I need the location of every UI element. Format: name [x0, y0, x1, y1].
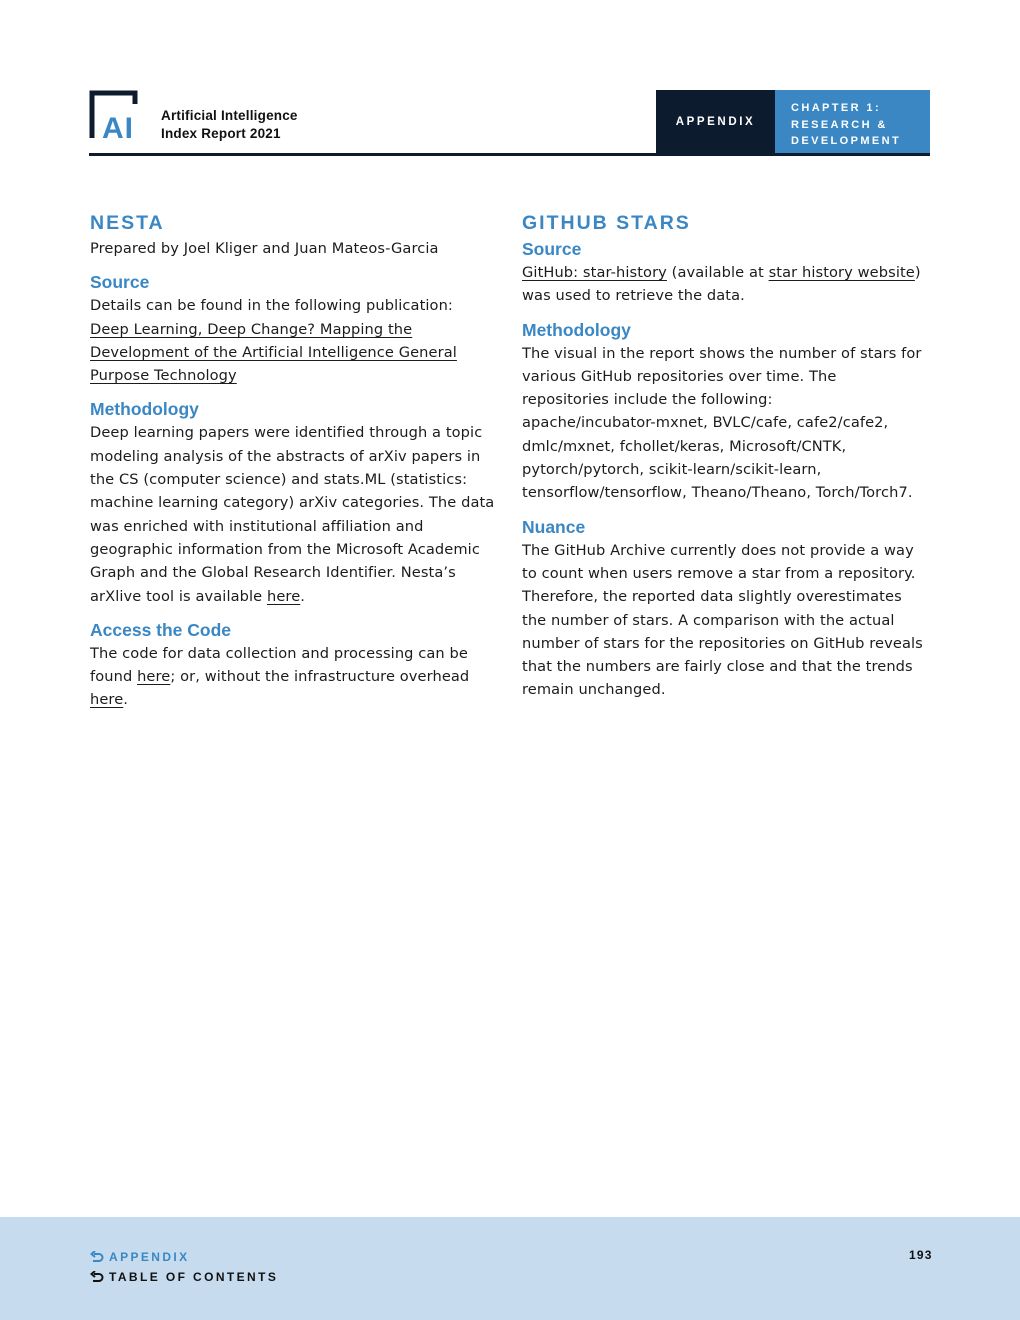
- footer-appendix-link[interactable]: APPENDIX: [90, 1247, 278, 1267]
- nesta-methodology-heading: Methodology: [90, 399, 199, 420]
- star-history-link[interactable]: GitHub: star-history: [522, 264, 667, 281]
- access-code-heading: Access the Code: [90, 619, 232, 640]
- github-source-text: GitHub: star-history (available at star history website) was used to retrieve the data.: [522, 264, 921, 305]
- page-header: [89, 90, 930, 156]
- repository-list: apache/incubator-mxnet, BVLC/cafe, cafe2/cafe2, dmlc/mxnet, fchollet/keras, Microsoft/CNTK, pytorch/pytorch, scikit-learn/scikit-learn, tensorflow/tensorflow, Theano/Theano, Torch/Torch7.: [522, 414, 913, 502]
- page-footer: [0, 1217, 1020, 1320]
- github-methodology-heading: Methodology: [522, 319, 631, 340]
- code-link-2[interactable]: here: [90, 691, 124, 709]
- svg-text:AI: AI: [102, 112, 134, 142]
- star-history-website-link[interactable]: star history website: [768, 264, 915, 281]
- tab-appendix[interactable]: APPENDIX: [656, 90, 775, 153]
- return-arrow-icon: [90, 1251, 104, 1264]
- code-link-1[interactable]: here: [137, 668, 171, 686]
- nesta-section: [90, 210, 502, 712]
- report-title-line-2: Index Report 2021: [161, 126, 281, 141]
- header-divider: [89, 153, 930, 156]
- footer-toc-link[interactable]: TABLE OF CONTENTS: [90, 1267, 278, 1287]
- github-stars-section: [522, 210, 927, 702]
- nesta-methodology-text: Deep learning papers were identified through a topic modeling analysis of the abstracts of arXiv papers in the CS (computer science) and stats.ML (statistics: machine learning category) arXiv categories. The data was enriched with institutional affiliation and geographic information from the Microsoft Academic Graph and the Global Research Identifier. Nesta’s arXlive tool is available here.: [90, 424, 495, 605]
- source-intro: Details can be found in the following publication:: [90, 297, 453, 315]
- methodology-body: Deep learning papers were identified through a topic modeling analysis of the abstracts of arXiv papers in the CS (computer science) and stats.ML (statistics: machine learning category) arXiv categories. The data was enriched with institutional affiliation and geographic information from the Microsoft Academic Graph and the Global Research Identifier. Nesta’s arXlive tool is available: [90, 424, 495, 605]
- nesta-source-heading: Source: [90, 272, 150, 293]
- access-code-text: The code for data collection and processing can be found here; or, without the infrastructure overhead here.: [90, 644, 470, 709]
- tab-chapter-1[interactable]: [775, 90, 930, 153]
- arxlive-link[interactable]: here: [266, 587, 301, 605]
- chapter-tab-line-2: RESEARCH &: [791, 118, 888, 131]
- chapter-tab-line-3: DEVELOPMENT: [791, 135, 902, 147]
- report-title-line-1: Artificial Intelligence: [161, 108, 298, 123]
- github-stars-title: GITHUB STARS: [522, 212, 691, 234]
- nuance-text: The GitHub Archive currently does not provide a way to count when users remove a star from a repository. Therefore, the reported data slightly overestimates the number of stars. A comparison with the actual number of stars for the repositories on GitHub reveals that the numbers are fairly close and that the trends remain unchanged.: [522, 541, 923, 699]
- github-methodology-text: [522, 342, 927, 505]
- publication-link[interactable]: Deep Learning, Deep Change? Mapping the Development of the Artificial Intelligence General Purpose Technology: [90, 320, 457, 385]
- methodology-intro: The visual in the report shows the number of stars for various GitHub repositories over time. The repositories include the following:: [522, 344, 922, 409]
- return-arrow-icon: [90, 1271, 104, 1284]
- nuance-heading: Nuance: [522, 516, 586, 537]
- footer-nav: [90, 1247, 278, 1287]
- page-number: 193: [909, 1248, 933, 1262]
- report-title: [161, 107, 298, 143]
- nesta-source-text: [90, 294, 502, 387]
- nesta-title: NESTA: [90, 212, 165, 234]
- prepared-by: Prepared by Joel Kliger and Juan Mateos-Garcia: [90, 240, 439, 257]
- github-source-heading: Source: [522, 239, 582, 259]
- chapter-tab-line-1: CHAPTER 1:: [791, 102, 882, 114]
- ai-index-logo: [89, 90, 147, 142]
